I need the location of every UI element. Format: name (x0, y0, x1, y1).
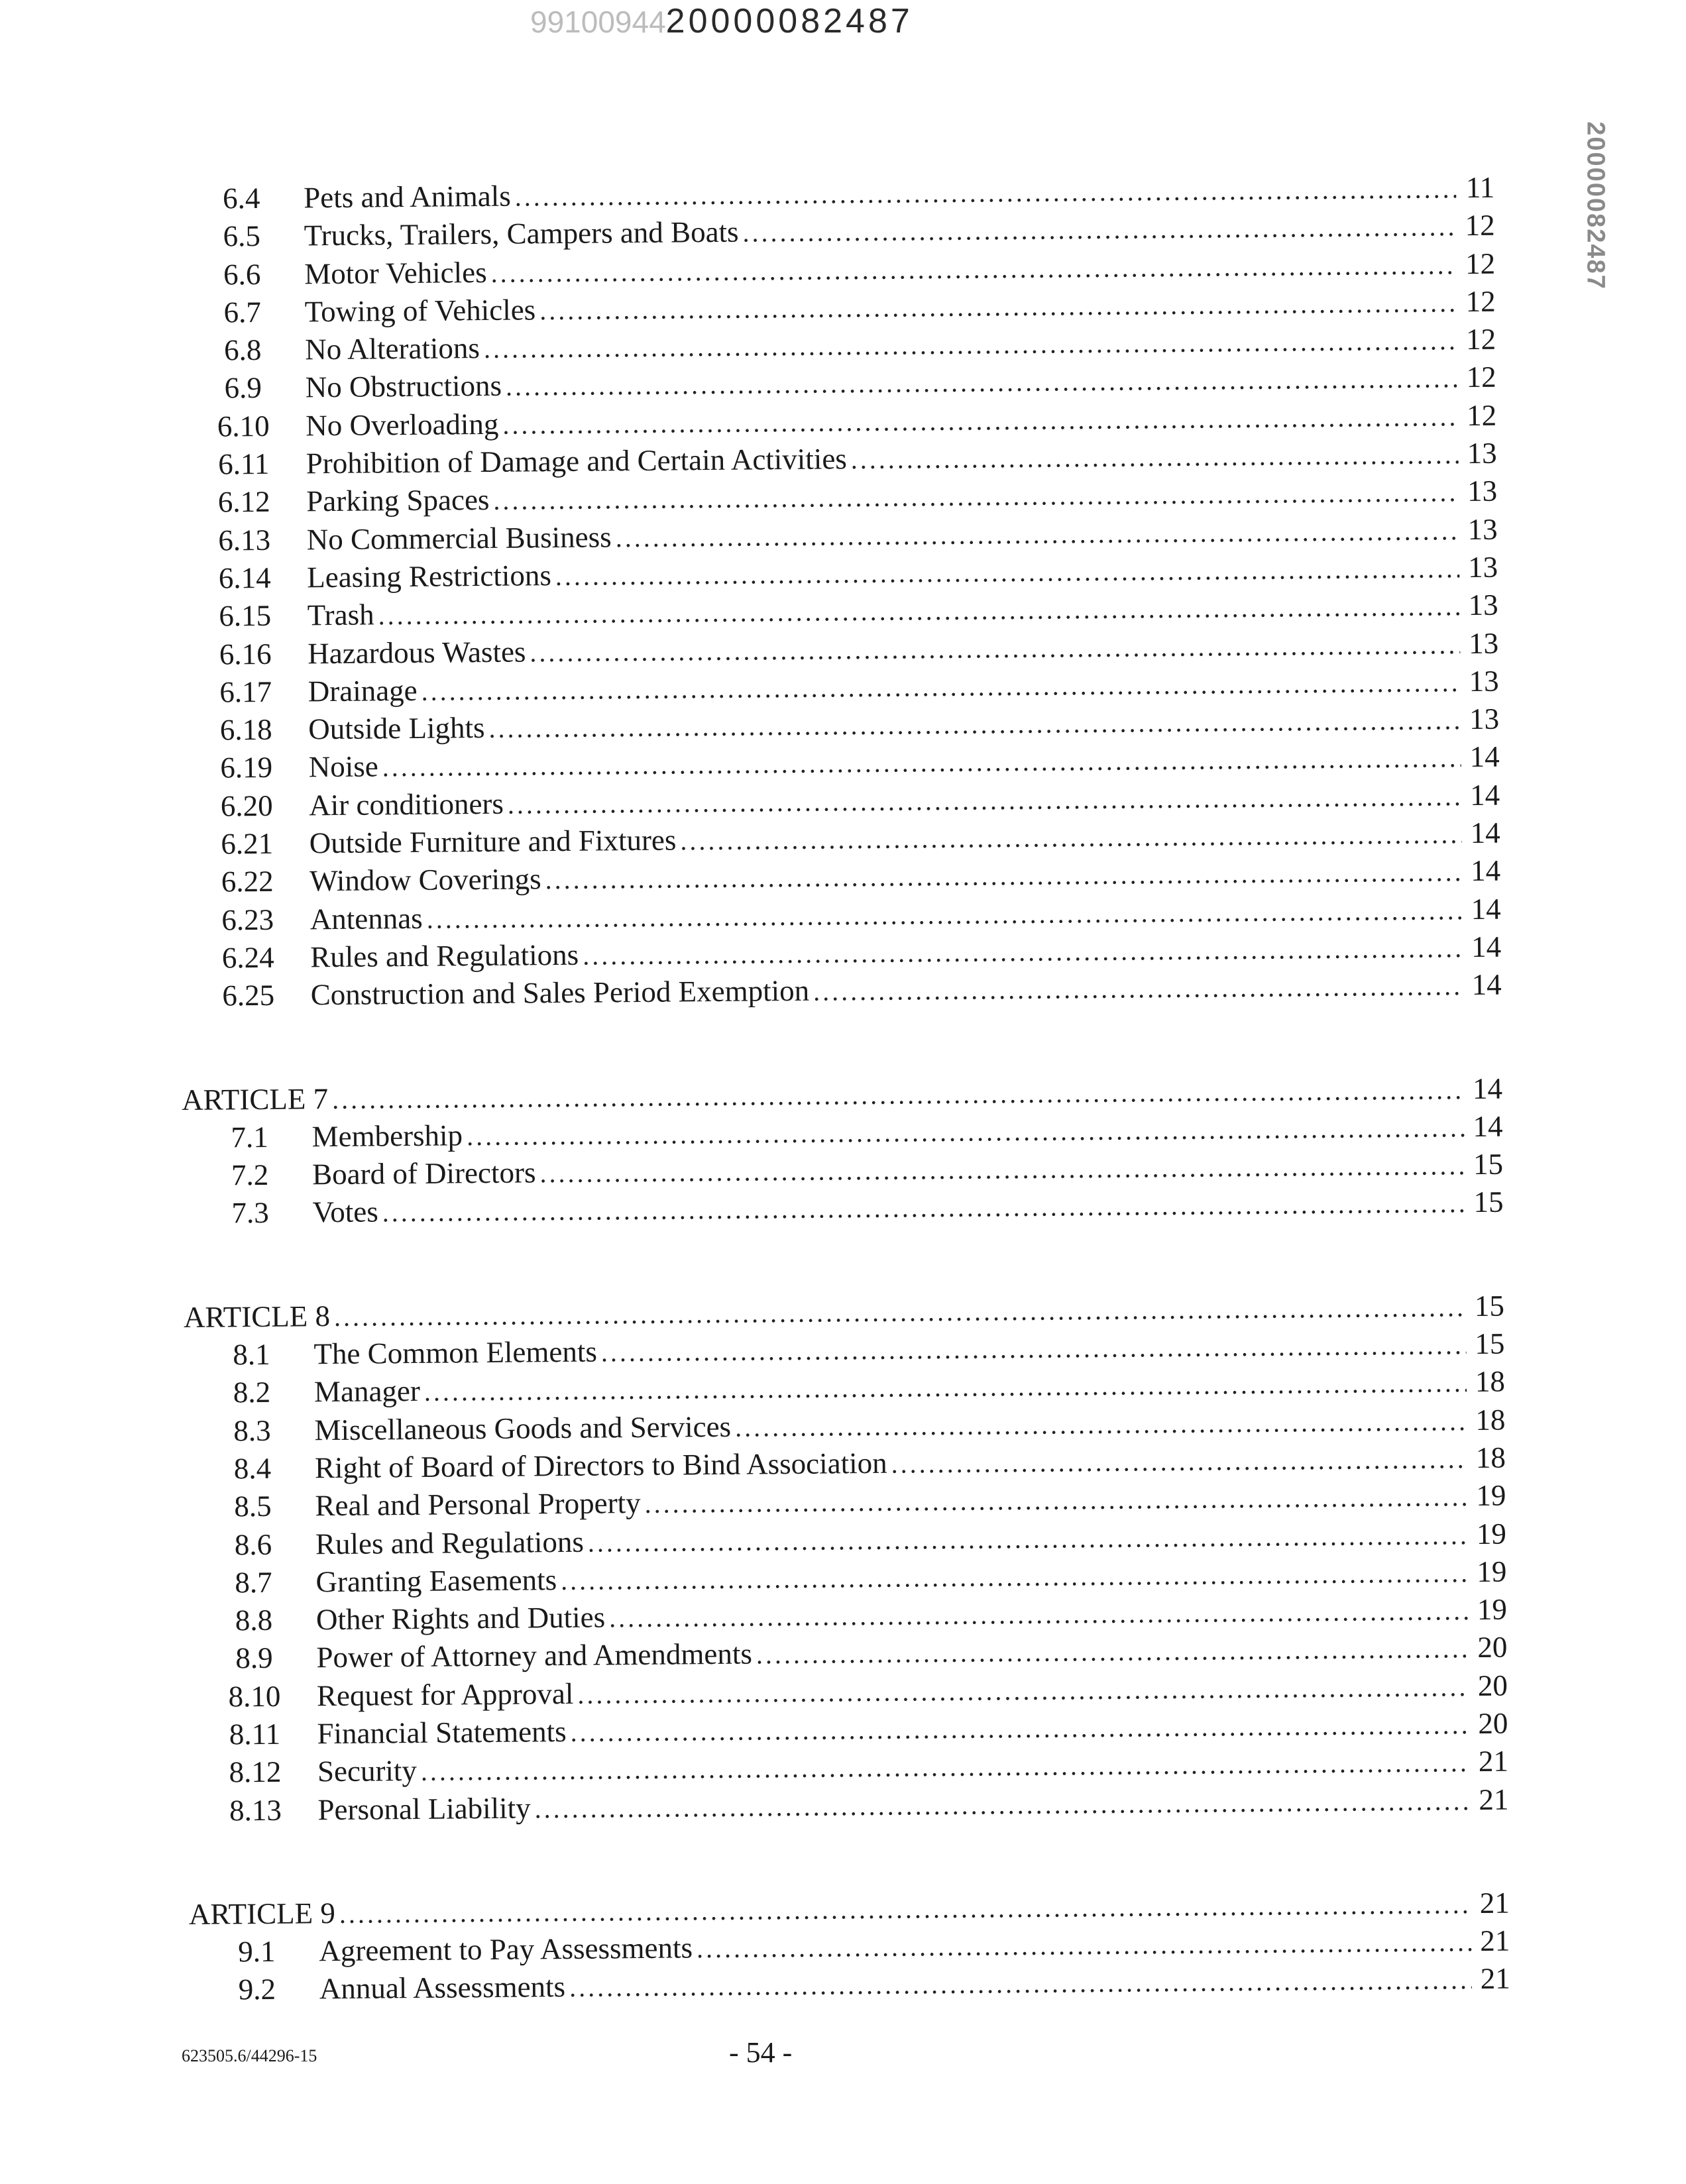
toc-page-number: 14 (1469, 778, 1500, 812)
toc-section-number: 6.7 (223, 295, 262, 329)
toc-section-title: Power of Attorney and Amendments (316, 1637, 753, 1674)
toc-page-number: 19 (1477, 1555, 1507, 1588)
toc-section-title: Prohibition of Damage and Certain Activities (306, 442, 848, 480)
toc-page-number: 13 (1467, 436, 1497, 470)
toc-page-number: 15 (1473, 1185, 1504, 1219)
toc-section-number: 6.15 (219, 599, 272, 633)
toc-section-title: Window Coverings (309, 862, 541, 898)
toc-section-title: Noise (308, 749, 378, 784)
toc-section-number: 8.10 (228, 1679, 281, 1714)
page-number: - 54 - (729, 2036, 793, 2069)
toc-section-title: Board of Directors (311, 1156, 536, 1191)
toc-page-number: 12 (1465, 322, 1496, 356)
toc-article-title: ARTICLE 7 (181, 1081, 329, 1117)
toc-page-number: 15 (1473, 1147, 1504, 1181)
toc-dot-leader (735, 1402, 1467, 1447)
toc-page-number: 14 (1471, 967, 1502, 1002)
toc-article-title: ARTICLE 9 (188, 1896, 336, 1931)
toc-page-number: 15 (1474, 1289, 1505, 1323)
toc-page-number: 13 (1468, 626, 1499, 660)
toc-section-number: 9.2 (238, 1973, 276, 2006)
toc-section-title: Trash (307, 598, 374, 632)
toc-section-number: 6.19 (220, 751, 273, 785)
toc-section-number: 7.1 (231, 1120, 268, 1154)
toc-section-title: Request for Approval (316, 1676, 574, 1712)
toc-section-number: 8.1 (233, 1337, 270, 1372)
toc-section-title: No Obstructions (305, 369, 502, 404)
toc-dot-leader (813, 967, 1463, 1010)
toc-dot-leader (534, 1782, 1470, 1828)
toc-section-title: Motor Vehicles (304, 255, 487, 290)
toc-page-number: 19 (1476, 1478, 1506, 1513)
toc-page-number: 20 (1477, 1630, 1508, 1665)
toc-section-title: Membership (311, 1119, 463, 1154)
toc-section-title: Agreement to Pay Assessments (319, 1931, 693, 1968)
toc-section-title: Trucks, Trailers, Campers and Boats (304, 215, 739, 252)
toc-section-title: Hazardous Wastes (308, 635, 526, 670)
toc-page-number: 21 (1479, 1886, 1510, 1920)
toc-page-number: 14 (1469, 740, 1500, 774)
toc-dot-leader (644, 1478, 1467, 1523)
side-barcode-stamp (1572, 99, 1618, 311)
toc-section-number: 6.13 (218, 523, 271, 557)
toc-section-title: Outside Furniture and Fixtures (309, 823, 677, 860)
toc-section-number: 8.8 (235, 1603, 273, 1637)
toc-section-title: Miscellaneous Goods and Services (314, 1409, 732, 1447)
toc-page-number: 19 (1477, 1592, 1508, 1627)
recording-number-header (530, 1, 913, 48)
toc-section-number: 6.9 (224, 371, 262, 405)
toc-section-number: 6.25 (222, 979, 275, 1012)
toc-page-number: 12 (1465, 246, 1496, 280)
toc-page-number: 13 (1468, 588, 1498, 622)
recording-number: 20000082487 (665, 2, 913, 40)
table-of-contents (179, 169, 1510, 2010)
toc-section-title: Rules and Regulations (310, 938, 579, 974)
toc-section-number: 6.11 (217, 447, 270, 481)
toc-section-title: Security (317, 1754, 418, 1788)
side-stamp-number: 20000082487 (1581, 121, 1610, 290)
toc-article-title: ARTICLE 8 (183, 1299, 331, 1334)
toc-section-number: 6.10 (217, 409, 270, 443)
toc-section-number: 8.3 (233, 1413, 271, 1447)
toc-section-title: Pets and Animals (304, 179, 511, 215)
toc-section-number: 8.4 (233, 1451, 272, 1486)
toc-section-number: 8.13 (229, 1793, 282, 1828)
toc-section-number: 7.2 (231, 1158, 269, 1192)
toc-dot-leader (697, 1923, 1472, 1967)
toc-section-number: 8.5 (234, 1490, 272, 1523)
toc-section-title: Other Rights and Duties (315, 1600, 606, 1637)
toc-page-number: 21 (1480, 1924, 1510, 1958)
toc-section-title: Drainage (308, 673, 418, 708)
toc-page-number: 14 (1473, 1109, 1503, 1143)
toc-page-number: 14 (1471, 892, 1501, 926)
toc-section-number: 6.14 (218, 561, 271, 595)
toc-section-number: 6.12 (217, 485, 270, 519)
toc-section-title: Outside Lights (308, 711, 485, 746)
toc-section-number: 6.21 (221, 826, 274, 861)
toc-section-title: Granting Easements (315, 1562, 557, 1599)
recording-prefix: 99100944 (530, 5, 666, 39)
toc-section-title: Real and Personal Property (315, 1486, 641, 1523)
toc-section-number: 6.22 (221, 865, 274, 899)
toc-section-number: 8.2 (233, 1376, 271, 1409)
toc-section-number: 8.7 (235, 1565, 272, 1600)
toc-section-title: Votes (312, 1195, 379, 1229)
toc-page-number: 13 (1467, 550, 1498, 584)
toc-section-title: Construction and Sales Period Exemption (310, 973, 810, 1012)
toc-page-number: 20 (1477, 1668, 1508, 1702)
toc-page-number: 11 (1465, 170, 1495, 205)
toc-section-title: Towing of Vehicles (304, 293, 536, 329)
toc-page-number: 13 (1469, 702, 1500, 736)
toc-section-number: 8.9 (235, 1641, 273, 1675)
toc-dot-leader (851, 435, 1459, 478)
toc-dot-leader (615, 512, 1459, 557)
toc-dot-leader (742, 207, 1457, 251)
toc-section-title: Leasing Restrictions (307, 559, 552, 594)
toc-section-number: 6.6 (223, 257, 261, 292)
toc-section-title: Parking Spaces (306, 483, 490, 518)
toc-section-number: 6.18 (219, 712, 272, 747)
document-id: 623505.6/44296-15 (182, 2046, 317, 2065)
toc-page-number: 20 (1478, 1706, 1508, 1740)
toc-section-title: No Alterations (305, 331, 480, 366)
toc-page-number: 13 (1467, 474, 1498, 508)
toc-dot-leader (680, 815, 1462, 859)
toc-section-title: No Commercial Business (306, 519, 612, 557)
toc-section-title: Right of Board of Directors to Bind Association (314, 1446, 887, 1485)
toc-page-number: 12 (1465, 208, 1495, 243)
toc-page-number: 14 (1470, 853, 1501, 888)
toc-dot-leader (891, 1440, 1467, 1483)
toc-page-number: 12 (1466, 398, 1497, 432)
toc-section-number: 6.8 (223, 333, 262, 367)
toc-section-title: Personal Liability (317, 1791, 531, 1826)
toc-page-number: 18 (1475, 1403, 1506, 1437)
toc-section-title: Annual Assessments (319, 1970, 566, 2006)
toc-section-title: Antennas (309, 901, 423, 936)
toc-page-number: 21 (1478, 1744, 1509, 1778)
toc-page-number: 13 (1469, 664, 1499, 698)
toc-section-title: The Common Elements (313, 1335, 598, 1371)
toc-section-title: Manager (313, 1374, 421, 1409)
toc-dot-leader (569, 1961, 1472, 2007)
toc-section-number: 6.20 (220, 789, 273, 823)
toc-section-number: 7.3 (231, 1196, 269, 1230)
toc-page-number: 19 (1476, 1517, 1507, 1551)
toc-page-number: 21 (1479, 1782, 1509, 1816)
toc-section-title: Financial Statements (317, 1714, 567, 1751)
toc-section-number: 6.24 (221, 940, 274, 975)
toc-section-number: 6.17 (219, 675, 272, 709)
toc-page-number: 18 (1475, 1364, 1506, 1399)
toc-section-number: 6.23 (221, 902, 274, 937)
toc-dot-leader (756, 1629, 1469, 1673)
toc-page-number: 21 (1480, 1962, 1510, 1996)
toc-section-title: Air conditioners (309, 787, 504, 822)
toc-page-number: 15 (1475, 1327, 1505, 1361)
toc-section-number: 8.11 (229, 1717, 281, 1751)
toc-section-title: No Overloading (306, 407, 499, 443)
toc-section-number: 6.16 (219, 637, 272, 671)
toc-page-number: 14 (1472, 1071, 1503, 1105)
toc-page-number: 13 (1467, 512, 1498, 546)
toc-section-number: 8.12 (229, 1755, 282, 1789)
toc-page-number: 12 (1465, 284, 1496, 318)
toc-section-title: Rules and Regulations (315, 1525, 585, 1560)
toc-page-number: 14 (1470, 816, 1500, 850)
toc-section-number: 9.1 (237, 1935, 276, 1969)
toc-page-number: 12 (1466, 360, 1496, 394)
toc-section-number: 6.5 (223, 219, 261, 253)
toc-section-number: 8.6 (234, 1527, 272, 1561)
toc-page-number: 18 (1475, 1441, 1506, 1474)
toc-section-number: 6.4 (222, 181, 260, 215)
toc-page-number: 14 (1471, 930, 1502, 963)
